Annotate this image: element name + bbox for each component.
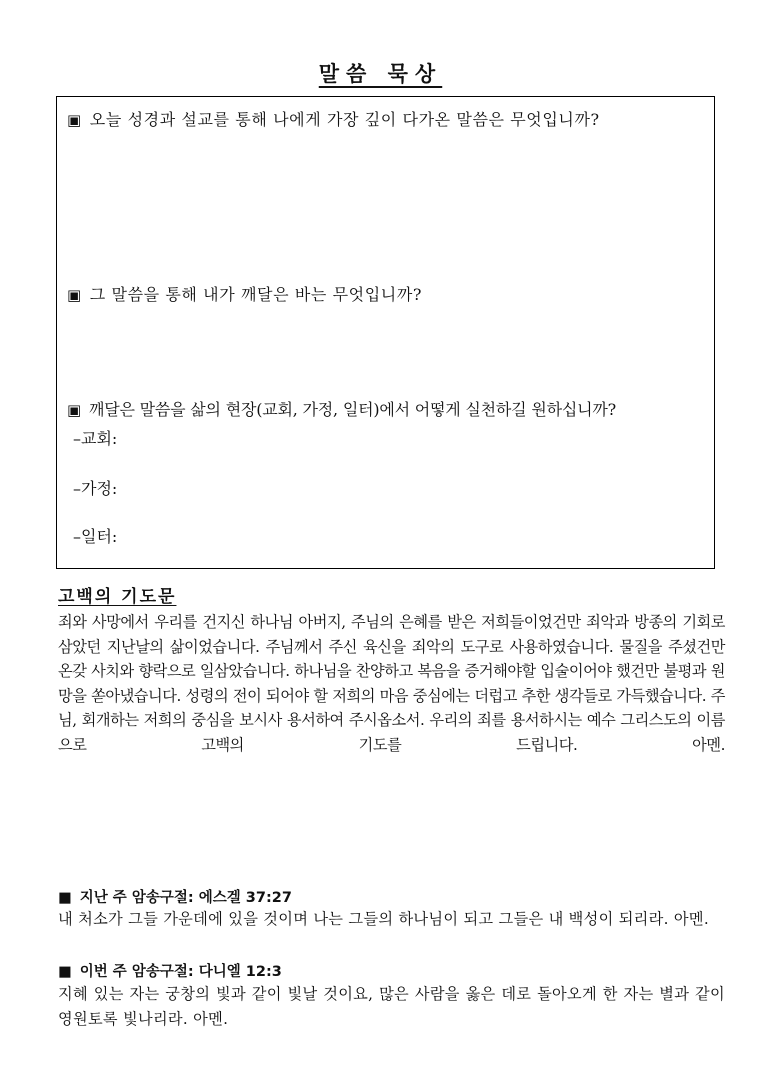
square-bullet-icon: ▣ xyxy=(67,401,81,419)
sub-item-home: –가정: xyxy=(73,479,118,498)
sub-item-work: –일터: xyxy=(73,527,118,546)
question-text: 오늘 성경과 설교를 통해 나에게 가장 깊이 다가온 말씀은 무엇입니까? xyxy=(89,110,600,129)
last-week-verse-heading xyxy=(58,886,292,907)
question-text: 깨달은 말씀을 삶의 현장(교회, 가정, 일터)에서 어떻게 실천하길 원하십니까? xyxy=(88,400,616,419)
question-3 xyxy=(67,399,616,421)
question-1 xyxy=(67,109,600,131)
question-2 xyxy=(67,284,422,306)
page-title: 말씀 묵상 xyxy=(318,62,443,86)
question-text: 그 말씀을 통해 내가 깨달은 바는 무엇입니까? xyxy=(89,285,423,304)
prayer-body: 죄와 사망에서 우리를 건지신 하나님 아버지, 주님의 은혜를 받은 저희들이었건만 죄악과 방종의 기회로 삼았던 지난날의 삶이었습니다. 주님께서 주신 육신을 죄악의 도구로 사용하였습니다. 물질을 주셨건만 온갖 사치와 향락으로 일삼았습니다. 하나님을 찬양하고 복음을 증거해야할 입술이어야 했건만 불평과 원망을 쏟아냈습니다. 성령의 전이 되어야 할 저희의 마음 중심에는 더럽고 추한 생각들로 가득했습니다. 주님, 회개하는 저희의 중심을 보시사 용서하여 주시옵소서. 우리의 죄를 용서하시는 예수 그리스도의 이름으로 고백의 기도를 드립니다. 아멘. xyxy=(58,613,725,754)
square-bullet-icon: ■ xyxy=(58,890,72,906)
meditation-box xyxy=(56,96,715,569)
this-week-verse-heading xyxy=(58,960,282,981)
sub-item-church: –교회: xyxy=(73,429,118,448)
square-bullet-icon: ■ xyxy=(58,964,72,980)
prayer-title: 고백의 기도문 xyxy=(58,587,177,607)
square-bullet-icon: ▣ xyxy=(67,286,82,304)
last-week-verse-text: 내 처소가 그들 가운데에 있을 것이며 나는 그들의 하나님이 되고 그들은 내 백성이 되리라. 아멘. xyxy=(58,910,709,928)
this-week-verse-text: 지혜 있는 자는 궁창의 빛과 같이 빛날 것이요, 많은 사람을 옳은 데로 돌아오게 한 자는 별과 같이 영원토록 빛나리라. 아멘. xyxy=(58,985,725,1028)
verse-heading-text: 지난 주 암송구절: 에스겔 37:27 xyxy=(79,890,292,906)
square-bullet-icon: ▣ xyxy=(67,111,82,129)
verse-heading-text: 이번 주 암송구절: 다니엘 12:3 xyxy=(79,964,282,980)
